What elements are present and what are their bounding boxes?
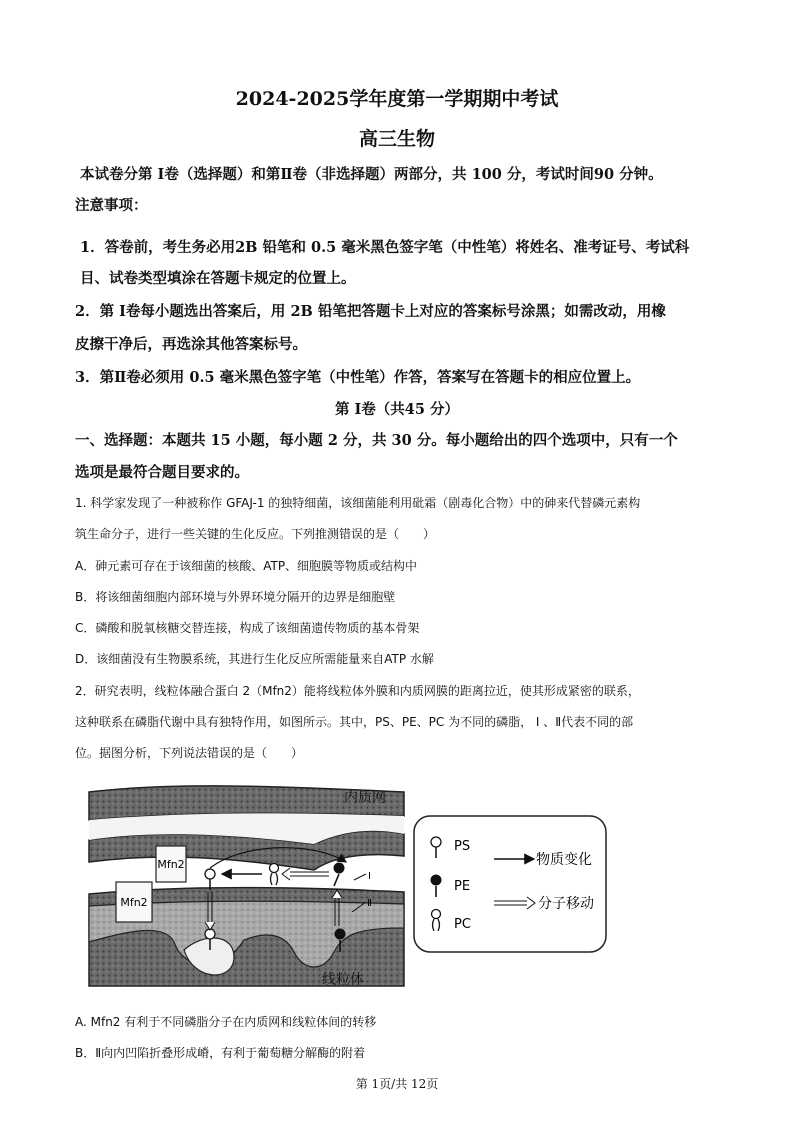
notice-item-2: 2．第 Ⅰ卷每小题选出答案后，用 2B 铅笔把答题卡上对应的答案标号涂黑；如需改动，用橡 [75,303,666,320]
question-1-stem: 1. 科学家发现了一种被称作 GFAJ-1 的独特细菌，该细菌能利用砒霜（剧毒化合物）中的砷来代替磷元素构 [75,496,641,510]
question-1-option-a: A．砷元素可存在于该细菌的核酸、ATP、细胞膜等物质或结构中 [75,559,418,573]
question-2-stem: 2．研究表明，线粒体融合蛋白 2（Mfn2）能将线粒体外膜和内质网膜的距离拉近，使其形成紧密的联系， [75,684,640,698]
section-heading: 第 Ⅰ卷（共45 分） [334,401,460,418]
pe-molecule-icon [334,863,345,887]
pc-molecule-icon [270,864,279,886]
phospholipid-transfer-diagram [84,782,614,994]
question-2-option-b: B．Ⅱ向内凹陷折叠形成嵴，有利于葡萄糖分解酶的附着 [75,1046,366,1060]
legend-pc: PC [454,917,471,932]
exam-title: 2024-2025学年度第一学期期中考试 [235,88,559,110]
question-1-stem-cont: 筑生命分子，进行一些关键的生化反应。下列推测错误的是（ ） [75,527,436,541]
notice-item-3: 3．第Ⅱ卷必须用 0.5 毫米黑色签字笔（中性笔）作答，答案写在答题卡的相应位置上。 [75,369,641,386]
legend-move: 分子移动 [538,896,594,912]
notice-label: 注意事项： [75,197,148,214]
notice-item-1: 1．答卷前，考生务必用2B 铅笔和 0.5 毫米黑色签字笔（中性笔）将姓名、准考证号、考试科 [80,239,690,256]
question-1-option-c: C．磷酸和脱氧核糖交替连接，构成了该细菌遗传物质的基本骨架 [75,621,420,635]
exam-intro: 本试卷分第 Ⅰ卷（选择题）和第Ⅱ卷（非选择题）两部分，共 100 分，考试时间90 分钟。 [80,166,663,183]
subject-title: 高三生物 [358,128,435,150]
question-2-stem-cont: 这种联系在磷脂代谢中具有独特作用，如图所示。其中，PS、PE、PC 为不同的磷脂， Ⅰ 、Ⅱ代表不同的部 [75,715,634,729]
mfn2-label-bottom: Mfn2 [120,896,148,909]
er-label: 内质网 [344,790,386,806]
mfn2-label-top: Mfn2 [157,858,185,871]
notice-item-1-cont: 目、试卷类型填涂在答题卡规定的位置上。 [80,270,356,287]
question-2-option-a: A. Mfn2 有利于不同磷脂分子在内质网和线粒体间的转移 [75,1015,377,1029]
legend-box [414,816,606,952]
legend-change: 物质变化 [536,852,592,868]
ps-molecule-icon [205,869,215,890]
marker-i: Ⅰ [368,871,371,882]
move-arrow-horizontal [282,868,329,880]
part1-instructions: 一、选择题：本题共 15 小题，每小题 2 分，共 30 分。每小题给出的四个选项中，只有一个 [75,432,678,449]
question-1-option-b: B．将该细菌细胞内部环境与外界环境分隔开的边界是细胞壁 [75,590,396,604]
legend-pe: PE [454,879,471,894]
marker-ii: Ⅱ [367,898,372,909]
question-2-stem-cont-2: 位。据图分析，下列说法错误的是（ ） [75,746,304,760]
legend-ps: PS [454,839,471,854]
question-1-option-d: D．该细菌没有生物膜系统，其进行生化反应所需能量来自ATP 水解 [75,652,434,666]
part1-instructions-cont: 选项是最符合题目要求的。 [75,464,249,481]
page-number: 第 1页/共 12页 [355,1077,439,1091]
mitochondrion-label: 线粒体 [322,972,364,988]
marker-i-line [354,874,366,880]
notice-item-2-cont: 皮擦干净后，再选涂其他答案标号。 [75,336,307,353]
